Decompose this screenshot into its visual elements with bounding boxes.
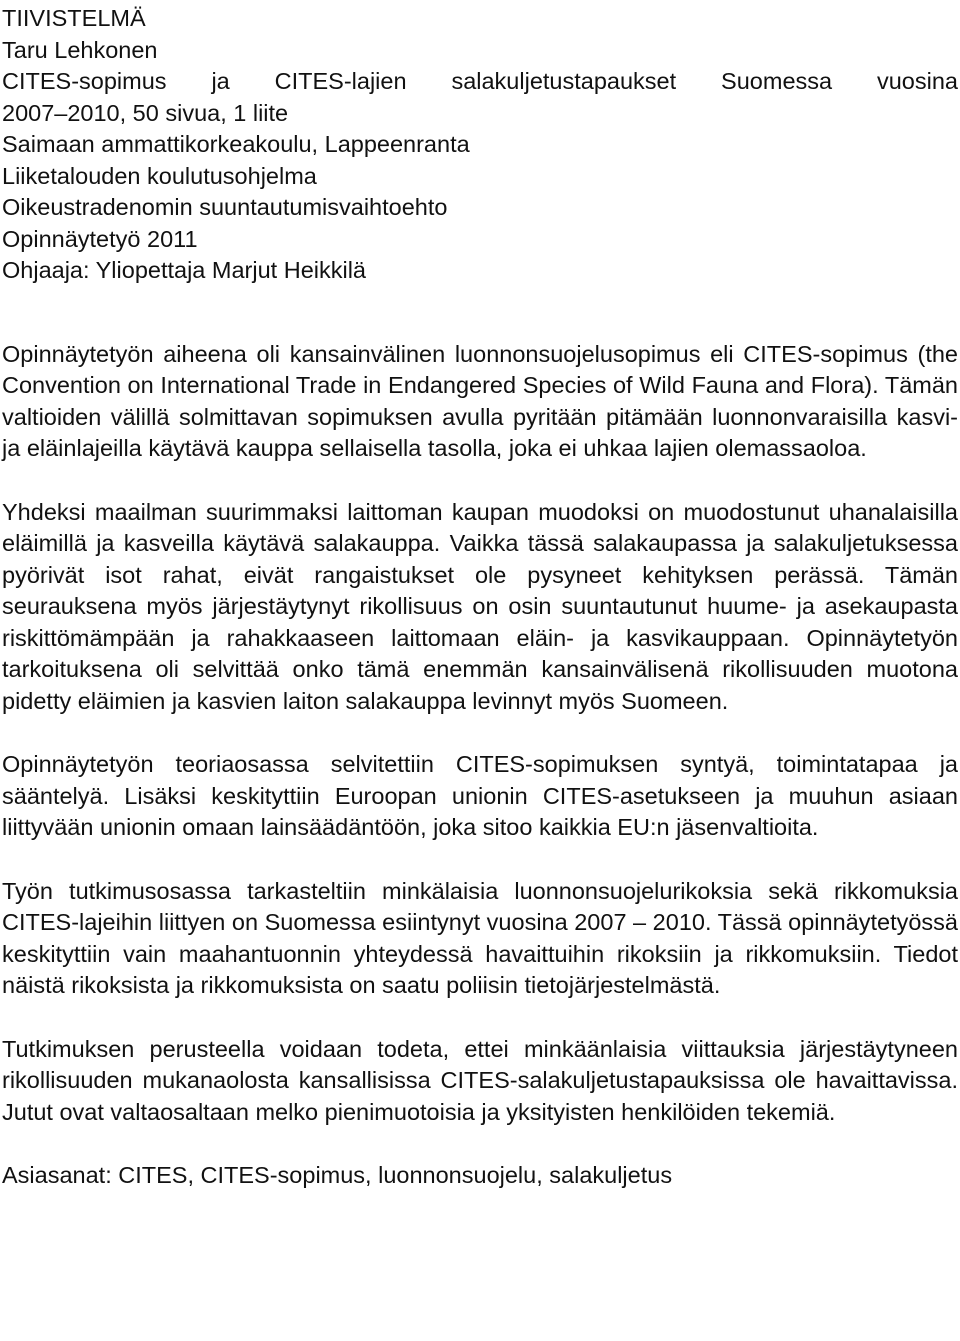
supervisor: Ohjaaja: Yliopettaja Marjut Heikkilä <box>2 257 366 283</box>
abstract-paragraph-2: Yhdeksi maailman suurimmaksi laittoman kaupan muodoksi on muodostunut uhanalaisilla eläimillä ja kasveilla käytävä salakauppa. Vaikka tässä salakaupassa ja salakuljetuksessa pyörivät isot rahat, eivät rangaistukset ole pysyneet kehityksen perässä. Tämän seurauksena myös järjestäytynyt rikollisuus on osin suuntautunut huume- ja asekaupasta riskittömämpään ja rahakkaaseen laittomaan eläin- ja kasvikauppaan. Opinnäytetyön tarkoituksena oli selvittää onko tämä enemmän kansainvälisenä rikollisuuden muotona pidetty eläimien ja kasvien laiton salakauppa levinnyt myös Suomeen. <box>2 498 958 714</box>
abstract-paragraph-1: Opinnäytetyön aiheena oli kansainvälinen luonnonsuojelusopimus eli CITES-sopimus (the Convention on International Trade in Endangered Species of Wild Fauna and Flora). Tämän valtioiden välillä solmittavan sopimuksen avulla pyritään pitämään luonnonvaraisilla kasvi- ja eläinlajeilla käytävä kauppa sellaisella tasolla, joka ei uhkaa lajien olemassaoloa. <box>2 340 958 461</box>
page-title: TIIVISTELMÄ <box>2 5 146 31</box>
degree-programme: Liiketalouden koulutusohjelma <box>2 162 317 189</box>
abstract-paragraph-5: Tutkimuksen perusteella voidaan todeta, ettei minkäänlaisia viittauksia järjestäytyneen rikollisuuden mukanaolosta kansallisissa CITES-salakuljetustapauksissa ole havaittavissa. Jutut ovat valtaosaltaan melko pienimuotoisia ja yksityisten henkilöiden tekemiä. <box>2 1035 958 1125</box>
keywords: Asiasanat: CITES, CITES-sopimus, luonnonsuojelu, salakuljetus <box>2 1162 673 1188</box>
abstract-paragraph-4: Työn tutkimusosassa tarkasteltiin minkälaisia luonnonsuojelurikoksia sekä rikkomuksia CITES-lajeihin liittyen on Suomessa esiintynyt vuosina 2007 – 2010. Tässä opinnäytetyössä keskityttiin vain maahantuonnin yhteydessä havaittuihin rikoksiin ja rikkomuksiin. Tiedot näistä rikoksista ja rikkomuksista on saatu poliisin tietojärjestelmästä. <box>2 877 958 998</box>
abstract-header <box>2 3 958 287</box>
specialisation: Oikeustradenomin suuntautumisvaihtoehto <box>2 194 448 220</box>
abstract-paragraph-3: Opinnäytetyön teoriaosassa selvitettiin CITES-sopimuksen syntyä, toimintatapaa ja sääntelyä. Lisäksi keskityttiin Euroopan unionin CITES-asetukseen ja muuhun asiaan liittyvään unionin omaan lainsäädäntöön, joka sitoo kaikkia EU:n jäsenvaltioita. <box>2 751 958 840</box>
work-title-line-2: 2007–2010, 50 sivua, 1 liite <box>2 99 289 126</box>
author-name: Taru Lehkonen <box>2 36 158 63</box>
abstract-body <box>2 339 958 1192</box>
work-title-line-1: CITES-sopimus ja CITES-lajien salakuljetustapaukset Suomessa vuosina <box>2 68 958 94</box>
school-name: Saimaan ammattikorkeakoulu, Lappeenranta <box>2 131 470 157</box>
thesis-year: Opinnäytetyö 2011 <box>2 225 198 252</box>
